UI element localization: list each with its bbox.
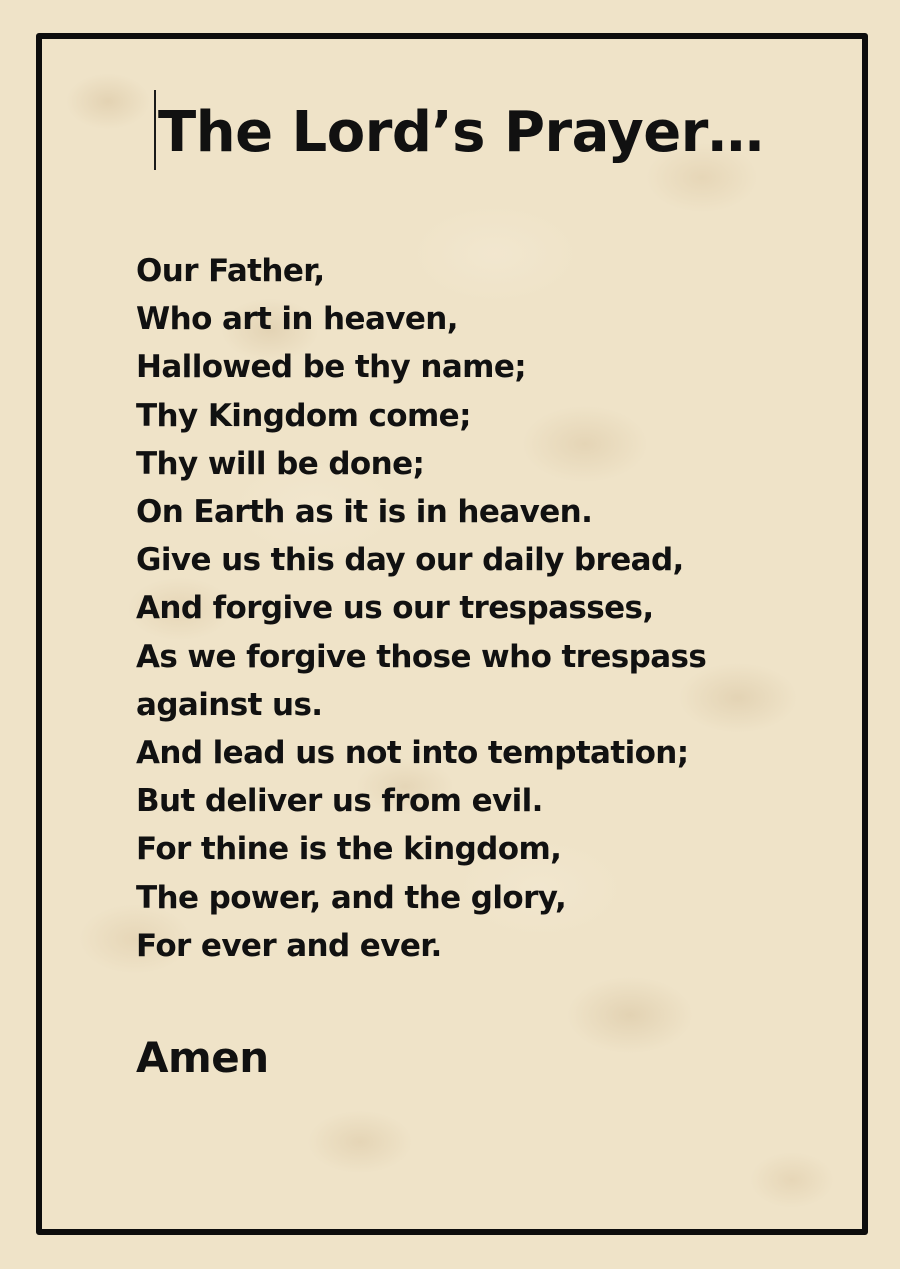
prayer-line: And lead us not into temptation; (136, 735, 689, 772)
prayer-line: against us. (136, 686, 323, 723)
document-title: The Lord’s Prayer… (158, 100, 764, 165)
closing-amen: Amen (136, 1033, 269, 1082)
prayer-line: On Earth as it is in heaven. (136, 494, 593, 531)
prayer-line: For thine is the kingdom, (136, 831, 562, 868)
prayer-line: Hallowed be thy name; (136, 349, 527, 386)
prayer-body (136, 247, 706, 970)
prayer-line: As we forgive those who trespass (136, 638, 707, 675)
prayer-line: Give us this day our daily bread, (136, 542, 684, 579)
text-cursor (154, 90, 156, 170)
prayer-line: For ever and ever. (136, 927, 442, 964)
prayer-line: Thy will be done; (136, 445, 425, 482)
prayer-line: And forgive us our trespasses, (136, 590, 654, 627)
prayer-line: The power, and the glory, (136, 879, 567, 916)
prayer-line: Who art in heaven, (136, 301, 458, 338)
prayer-line: Our Father, (136, 253, 325, 289)
prayer-line: Thy Kingdom come; (136, 397, 471, 434)
prayer-line: But deliver us from evil. (136, 783, 543, 820)
